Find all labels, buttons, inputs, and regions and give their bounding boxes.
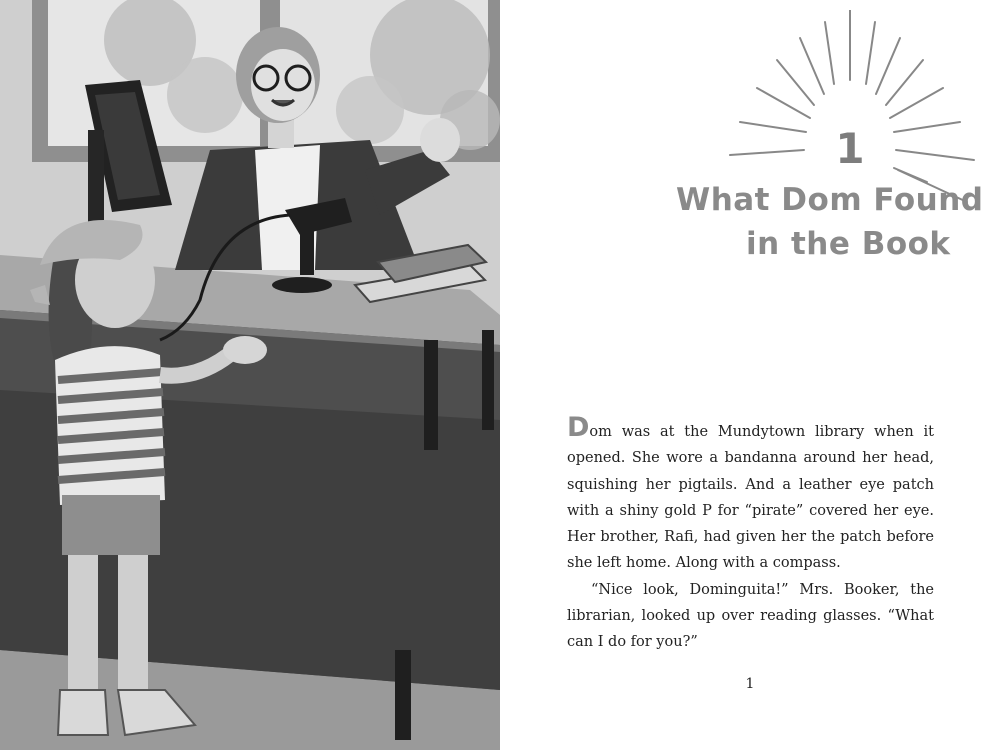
paragraph-2: “Nice look, Dominguita!” Mrs. Booker, the librarian, looked up over reading glasses. “What can I do for you?” <box>567 581 934 651</box>
drop-cap: D <box>567 412 590 443</box>
chapter-title <box>672 178 992 266</box>
chapter-title-line-2: in the Book <box>746 226 951 262</box>
chapter-body <box>567 412 934 656</box>
chapter-number: 1 <box>835 124 865 173</box>
paragraph-1-text: om was at the Mundytown library when it opened. She wore a bandanna around her head, squishing her pigtails. And a leather eye patch with a shiny gold P for “pirate” covered her eye. Her brother, Rafi, had given her the patch before she left home. Along with a compass. <box>567 424 934 572</box>
page-number: 1 <box>745 676 755 692</box>
chapter-title-line-1: What Dom Found <box>676 182 984 218</box>
paragraph-1 <box>567 412 934 577</box>
